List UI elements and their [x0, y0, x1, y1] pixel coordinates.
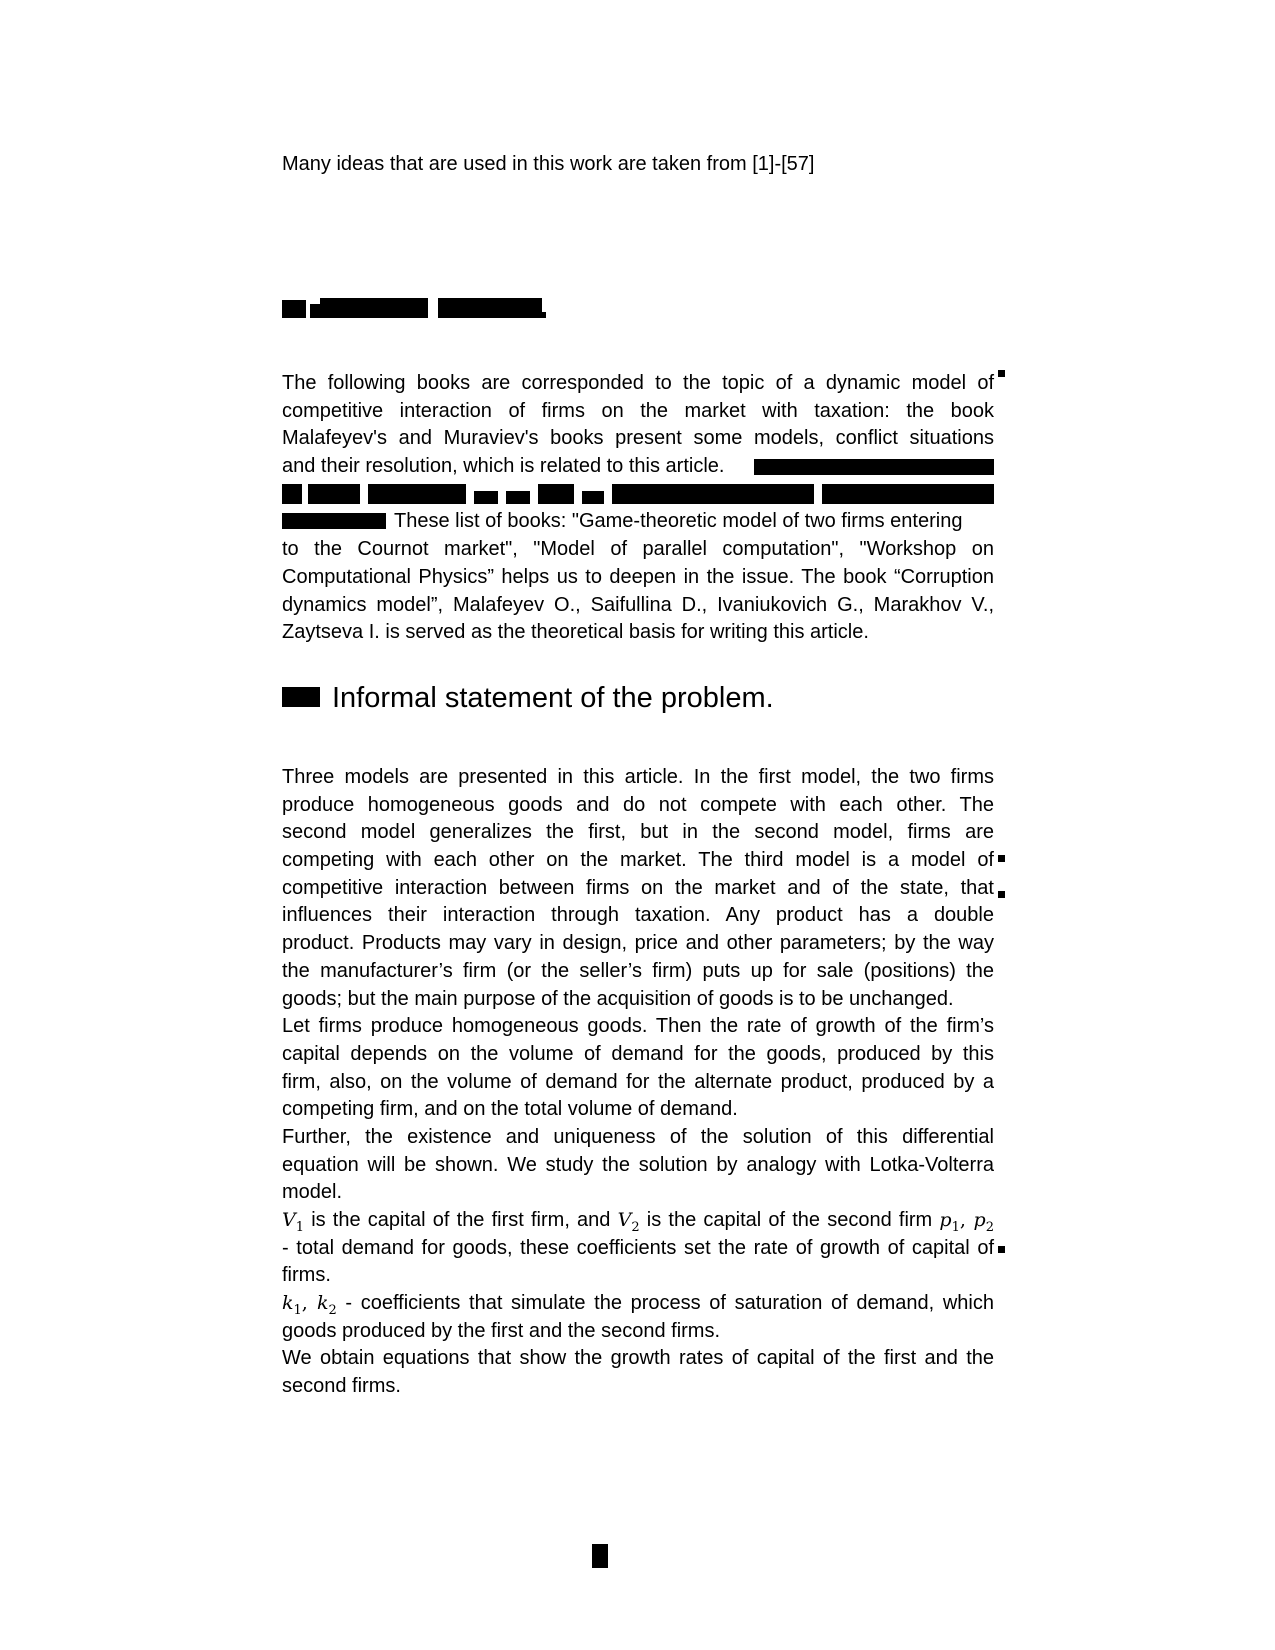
problem-paragraph — [282, 764, 994, 1401]
redacted-line — [282, 481, 994, 509]
capital-definition-line — [282, 1207, 994, 1235]
text-line: The following books are corresponded to the topic of a dynamic model of — [282, 372, 994, 394]
text-line: capital depends on the volume of demand for the goods, produced by this — [282, 1042, 994, 1065]
text-line: - total demand for goods, these coefficients set the rate of growth of capital of — [282, 1236, 994, 1259]
intro-block — [282, 151, 994, 179]
text-line: product. Products may vary in design, price and other parameters; by the way — [282, 932, 994, 955]
math-v1: $V_1$ — [282, 1209, 305, 1235]
text-line: Further, the existence and uniqueness of the solution of this differential — [282, 1125, 994, 1148]
margin-marker — [998, 1246, 1005, 1253]
text-line: competitive interaction of firms on the market with taxation: the book — [282, 399, 994, 422]
text-line: Three models are presented in this article. In the first model, the two firms — [282, 766, 994, 788]
math-v2: $V_2$ — [617, 1209, 640, 1235]
redacted-text — [754, 459, 994, 475]
margin-marker — [998, 891, 1005, 898]
text-line: to the Cournot market", "Model of parallel computation", "Workshop on — [282, 538, 994, 561]
text-line: produce homogeneous goods and do not compete with each other. The — [282, 793, 994, 816]
text-line: competing with each other on the market. The third model is a model of — [282, 849, 994, 872]
text-fragment: These list of books: "Game-theoretic model of two firms entering — [394, 510, 963, 533]
text-line: the manufacturer’s firm (or the seller’s firm) puts up for sale (positions) the — [282, 959, 994, 982]
margin-marker — [998, 370, 1005, 377]
math-p1-p2: $p_1$, $p_2$ — [939, 1209, 994, 1235]
text-fragment: is the capital of the second firm — [639, 1209, 940, 1231]
text-line: second firms. — [282, 1375, 401, 1398]
coefficients-definition-line — [282, 1290, 994, 1318]
section-heading — [282, 682, 774, 715]
redacted-section-number — [282, 687, 320, 707]
text-line: Zaytseva I. is served as the theoretical basis for writing this article. — [282, 621, 869, 644]
text-fragment: - coefficients that simulate the process of saturation of demand, which — [336, 1292, 994, 1315]
text-line: goods produced by the first and the second firms. — [282, 1319, 721, 1342]
text-line: Let firms produce homogeneous goods. Then the rate of growth of the firm’s — [282, 1015, 994, 1038]
text-line: equation will be shown. We study the solution by analogy with Lotka-Volterra — [282, 1153, 994, 1176]
text-line: model. — [282, 1181, 343, 1204]
margin-marker — [998, 855, 1005, 862]
redacted-section-title — [282, 298, 548, 320]
redacted-page-number — [592, 1544, 608, 1568]
text-fragment: is the capital of the first firm, and — [304, 1209, 618, 1231]
text-line: We obtain equations that show the growth rates of capital of the first and the — [282, 1347, 994, 1370]
intro-text: Many ideas that are used in this work are taken from [1]-[57] — [282, 153, 815, 175]
text-line: competitive interaction between firms on the market and of the state, that — [282, 876, 994, 899]
text-line: firms. — [282, 1264, 331, 1287]
text-line-with-redaction — [282, 453, 994, 481]
text-line-with-redaction — [282, 508, 994, 536]
text-line: Malafeyev's and Muraviev's books present some models, conflict situations — [282, 427, 994, 450]
literature-paragraph — [282, 370, 994, 647]
text-line: influences their interaction through taxation. Any product has a double — [282, 904, 994, 927]
text-line: goods; but the main purpose of the acquisition of goods is to be unchanged. — [282, 987, 954, 1010]
text-line: dynamics model”, Malafeyev O., Saifullina D., Ivaniukovich G., Marakhov V., — [282, 593, 994, 616]
math-k1-k2: $k_1$, $k_2$ — [282, 1292, 337, 1318]
text-line: firm, also, on the volume of demand for the alternate product, produced by a — [282, 1070, 994, 1093]
text-line: second model generalizes the first, but in the second model, firms are — [282, 821, 994, 844]
redacted-text — [282, 513, 386, 529]
section-heading-title: Informal statement of the problem. — [332, 682, 774, 714]
text-line: competing firm, and on the total volume of demand. — [282, 1098, 738, 1121]
text-line: Computational Physics” helps us to deepen in the issue. The book “Corruption — [282, 565, 994, 588]
text-fragment: and their resolution, which is related to this article. — [282, 455, 725, 478]
